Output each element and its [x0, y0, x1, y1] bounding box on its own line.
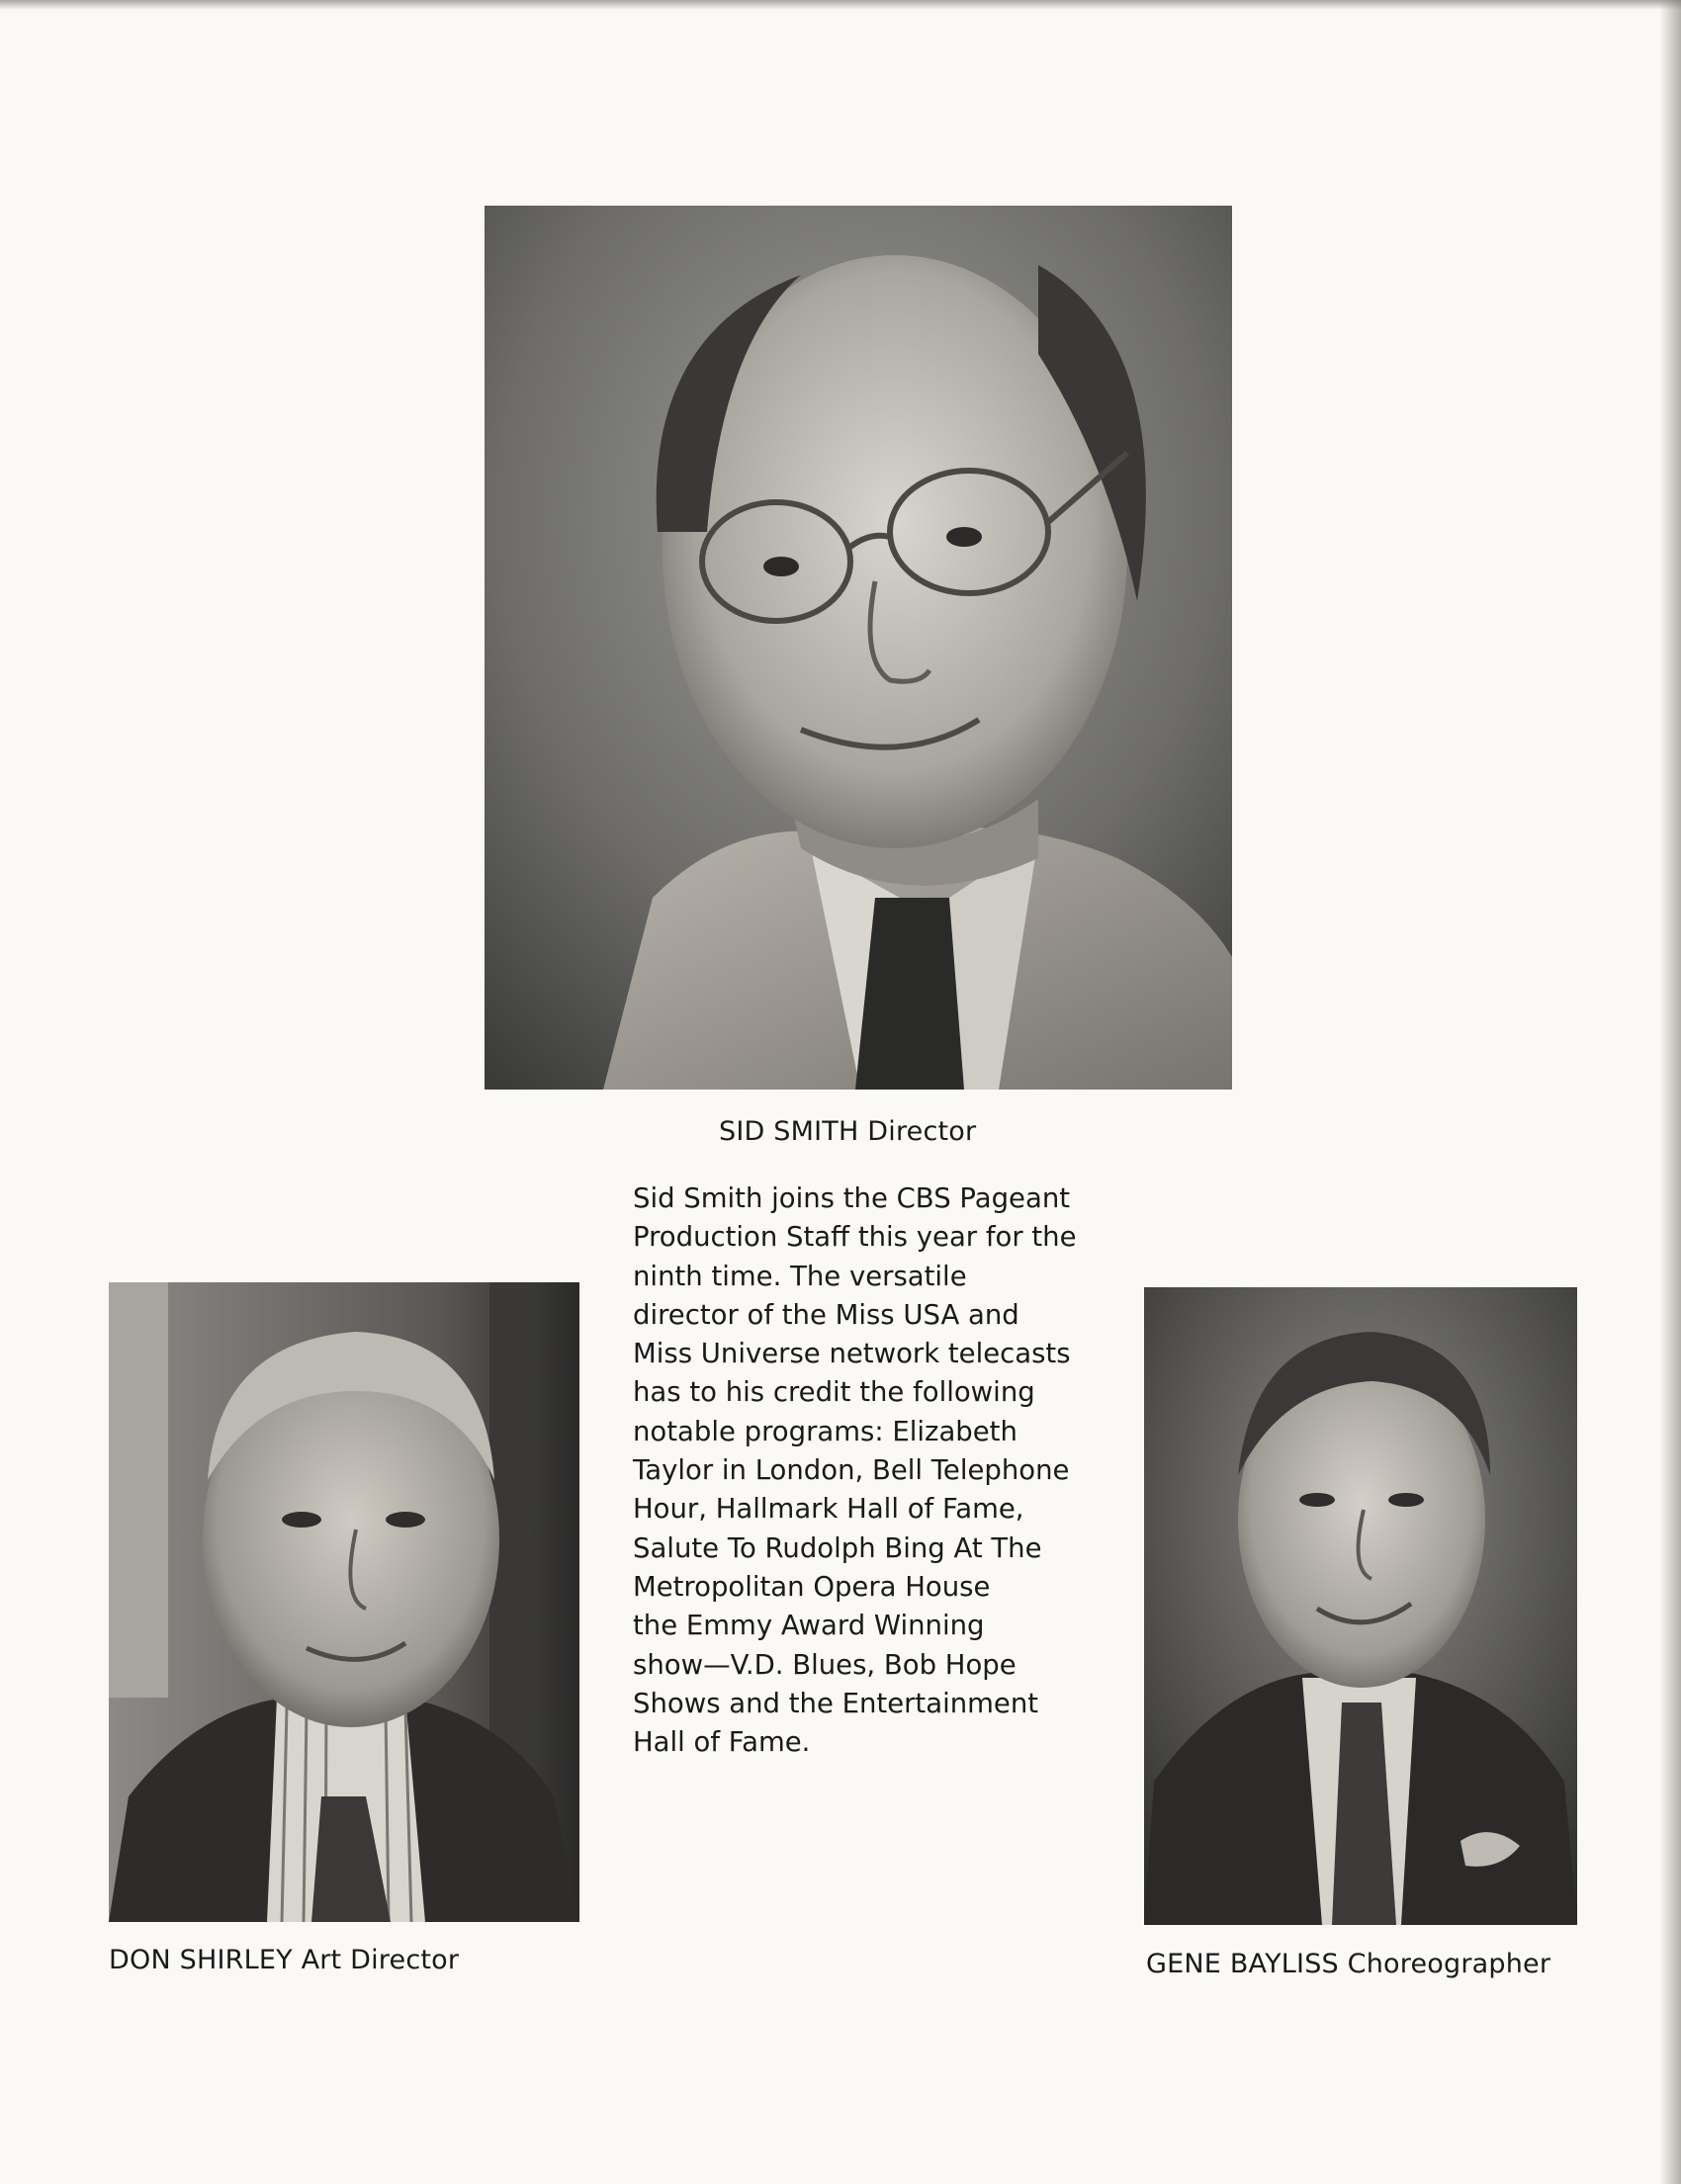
bio-line: Production Staff this year for the	[633, 1221, 1077, 1254]
sid-smith-photo	[485, 206, 1232, 1090]
sid-smith-caption: SID SMITH Director	[719, 1116, 977, 1147]
sid-smith-bio	[633, 1179, 1147, 1762]
bio-line: notable programs: Elizabeth	[633, 1415, 1017, 1447]
bio-line: has to his credit the following	[633, 1376, 1035, 1409]
bio-line: Salute To Rudolph Bing At The	[633, 1531, 1042, 1564]
bio-line: Miss Universe network telecasts	[633, 1338, 1071, 1370]
bio-line: Sid Smith joins the CBS Pageant	[633, 1182, 1071, 1214]
bio-line: show—V.D. Blues, Bob Hope	[633, 1648, 1017, 1681]
page-right-edge-shadow	[1659, 0, 1681, 2184]
bio-line: Shows and the Entertainment	[633, 1687, 1039, 1719]
bio-line: the Emmy Award Winning	[633, 1610, 985, 1642]
bio-line: director of the Miss USA and	[633, 1298, 1019, 1331]
bio-line: Metropolitan Opera House	[633, 1570, 991, 1603]
gene-bayliss-photo	[1144, 1287, 1577, 1925]
gene-bayliss-caption: GENE BAYLISS Choreographer	[1146, 1949, 1551, 1979]
bio-line: ninth time. The versatile	[633, 1260, 967, 1292]
bio-line: Taylor in London, Bell Telephone	[633, 1454, 1070, 1487]
page-top-edge-shadow	[0, 0, 1681, 10]
don-shirley-caption: DON SHIRLEY Art Director	[109, 1945, 460, 1975]
bio-line: Hour, Hallmark Hall of Fame,	[633, 1493, 1024, 1526]
bio-line: Hall of Fame.	[633, 1726, 811, 1759]
don-shirley-photo	[109, 1282, 579, 1922]
